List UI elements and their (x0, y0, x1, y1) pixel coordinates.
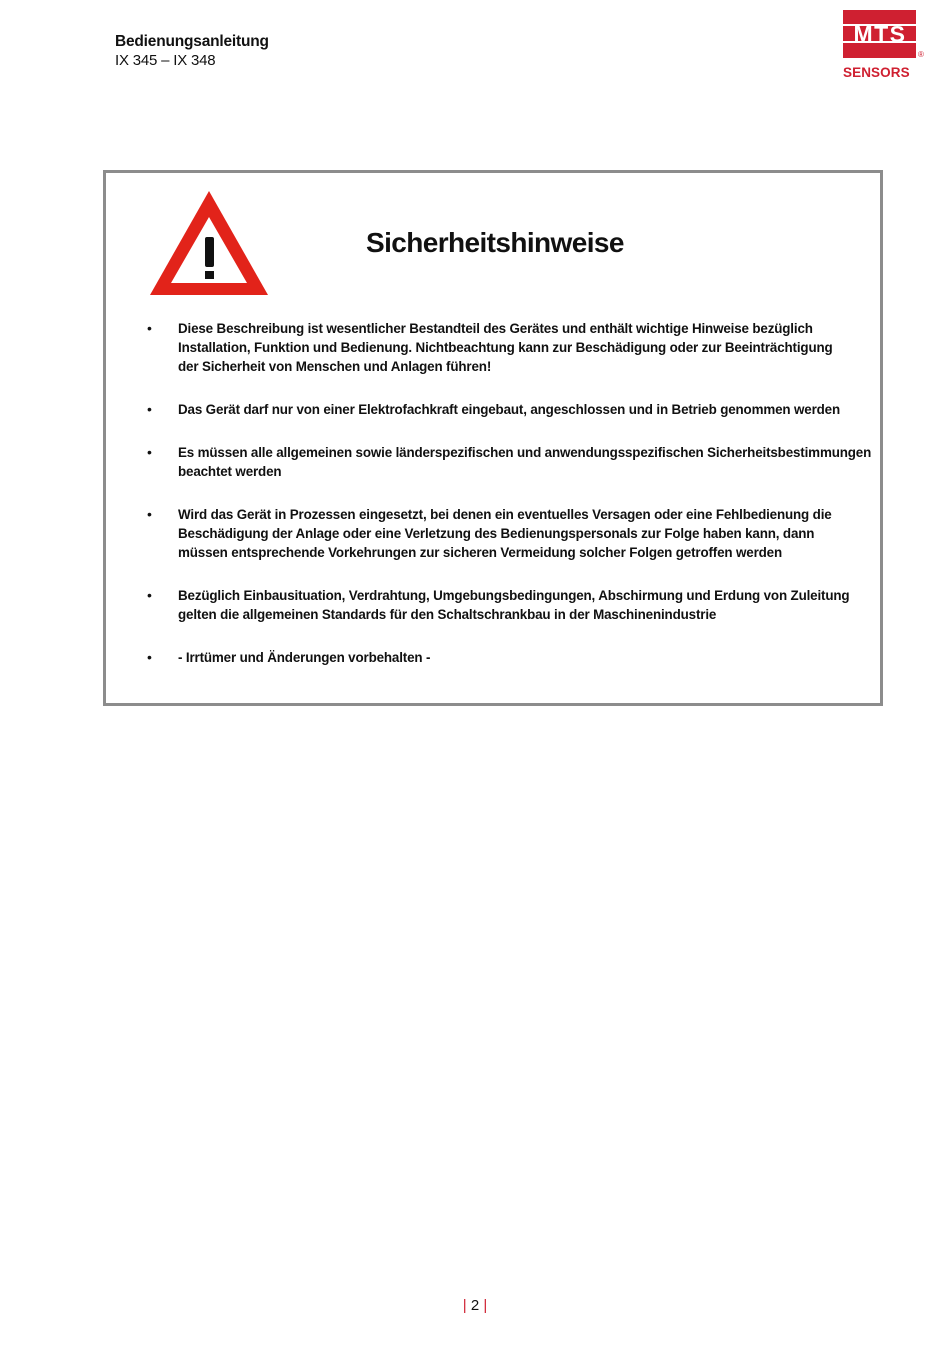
list-item (144, 586, 884, 624)
bullet-icon: • (147, 587, 152, 603)
notice-text: - Irrtümer und Änderungen vorbehalten - (178, 650, 431, 665)
notice-text: Es müssen alle allgemeinen sowie länderspezifischen und anwendungsspezifischen Sicherheitsbestimmungen beachtet werden (178, 445, 872, 479)
notice-text: Bezüglich Einbausituation, Verdrahtung, Umgebungsbedingungen, Abschirmung und Erdung von Zuleitung gelten die allgemeinen Standards für den Schaltschrankbau in der Maschinenindustrie (178, 588, 850, 622)
safety-notice-list (144, 319, 884, 667)
bullet-icon: • (147, 320, 152, 336)
logo-block (843, 10, 916, 58)
list-item (144, 505, 884, 562)
list-item (144, 400, 884, 419)
notice-text: Diese Beschreibung ist wesentlicher Bestandteil des Gerätes und enthält wichtige Hinweise bezüglich Installation, Funktion und Bedienung. Nichtbeachtung kann zur Beschädigung oder zur Beeinträchtigung der Sicherheit von Menschen und Anlagen führen! (178, 321, 833, 374)
registered-mark: ® (918, 50, 924, 59)
document-title: Bedienungsanleitung (115, 33, 269, 50)
list-item (144, 443, 884, 481)
list-item (144, 319, 884, 376)
bullet-icon: • (147, 506, 152, 522)
bullet-icon: • (147, 401, 152, 417)
list-item (144, 648, 884, 667)
page-separator: | (462, 1297, 467, 1314)
bullet-icon: • (147, 649, 152, 665)
safety-title: Sicherheitshinweise (366, 227, 624, 258)
logo-text: MTS (853, 21, 907, 47)
safety-notice-box (103, 170, 883, 706)
logo-subtitle: SENSORS (843, 65, 910, 80)
page-separator: | (483, 1297, 488, 1314)
warning-triangle-icon (146, 187, 272, 299)
page-footer (0, 1296, 950, 1316)
notice-text: Wird das Gerät in Prozessen eingesetzt, bei denen ein eventuelles Versagen oder eine Fehlbedienung die Beschädigung der Anlage oder eine Verletzung des Bedienungspersonals zur Folge haben kann, dann müssen entsprechende Vorkehrungen zur sicheren Vermeidung solcher Folgen getroffen werden (178, 507, 832, 560)
page-number: 2 (470, 1297, 480, 1314)
notice-text: Das Gerät darf nur von einer Elektrofachkraft eingebaut, angeschlossen und in Betrieb genommen werden (178, 402, 840, 417)
document-subtitle: IX 345 – IX 348 (115, 52, 216, 69)
document-header (115, 32, 269, 71)
mts-sensors-logo (843, 10, 926, 82)
bullet-icon: • (147, 444, 152, 460)
